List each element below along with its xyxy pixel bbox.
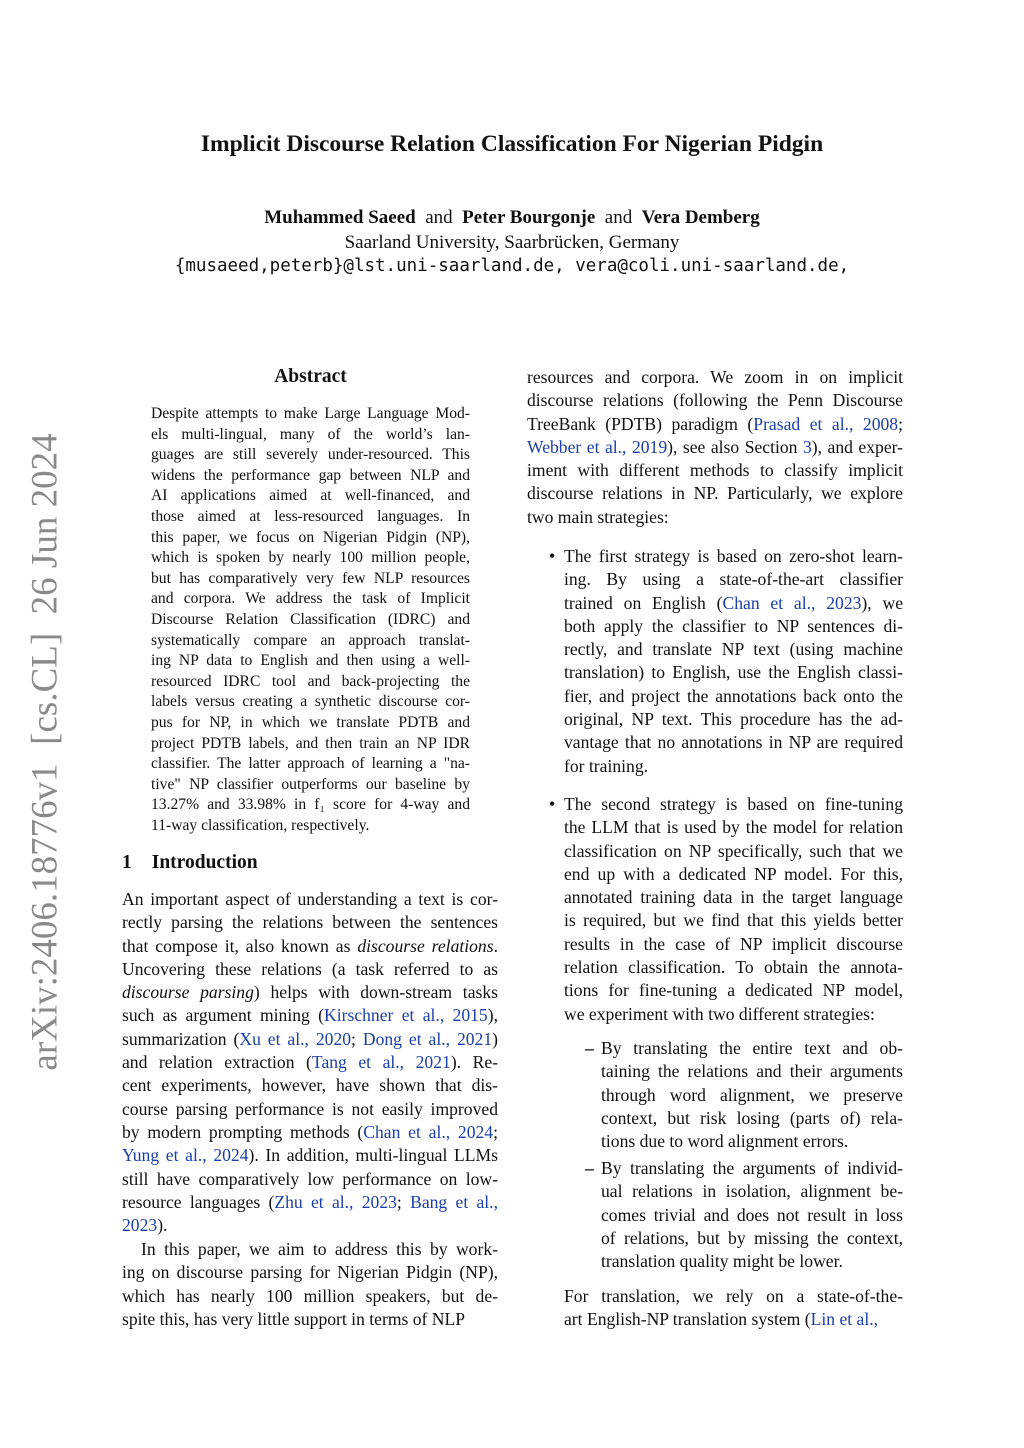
text-line <box>564 1285 903 1308</box>
bullet-marker: • <box>549 794 556 814</box>
text-segment: ; <box>493 1121 498 1142</box>
citation-link[interactable]: Chan et al., 2024 <box>363 1121 494 1142</box>
text-segment: rectly, and translate NP text (using machine <box>564 639 903 660</box>
text-segment: end up with a dedicated NP model. For this, <box>564 863 903 884</box>
right-paragraph-2 <box>564 1285 903 1332</box>
text-segment: ), and exper- <box>811 436 903 457</box>
text-line <box>564 863 903 886</box>
text-line <box>601 1037 903 1060</box>
citation-link[interactable]: Xu et al., 2020 <box>239 1028 352 1049</box>
citation-link[interactable]: Webber et al., 2019 <box>527 436 668 457</box>
text-segment: ing. By using a state-of-the-art classifier <box>564 569 903 590</box>
text-segment: trained on English ( <box>564 592 723 613</box>
text-segment: tions for fine-tuning a dedicated NP model, <box>564 980 903 1001</box>
text-segment: Despite attempts to make Large Language Mod- <box>151 405 470 422</box>
text-line <box>564 731 903 754</box>
text-line <box>564 1003 903 1026</box>
dash-marker: – <box>585 1038 594 1058</box>
text-line <box>564 615 903 638</box>
text-segment: original, NP text. This procedure has the ad- <box>564 709 903 730</box>
text-line <box>564 568 903 591</box>
text-line <box>564 979 903 1002</box>
text-segment: project PDTB labels, and then train an NP IDR <box>151 734 470 752</box>
text-line <box>527 413 903 436</box>
text-segment: ) <box>492 1028 499 1049</box>
text-line <box>122 1004 498 1027</box>
text-segment: spite this, has very little support in terms of NLP <box>122 1308 466 1329</box>
text-line <box>527 506 903 529</box>
text-line <box>564 592 903 615</box>
text-line <box>564 816 903 839</box>
text-line <box>151 775 470 796</box>
text-segment: classification on NP specifically, such that we <box>564 840 903 861</box>
text-segment: context, but risk losing (parts of) rela- <box>601 1107 903 1128</box>
text-segment: results in the case of NP implicit discourse <box>564 933 903 954</box>
author-name: Vera Demberg <box>641 207 760 228</box>
text-line <box>122 1308 498 1331</box>
text-segment: els multi-lingual, many of the world’s lan- <box>151 425 470 443</box>
author-list <box>0 207 1024 229</box>
text-segment: widens the performance gap between NLP and <box>151 466 470 484</box>
text-segment: The first strategy is based on zero-shot learn- <box>564 546 903 566</box>
text-segment: relation classification. To obtain the annota- <box>564 957 903 978</box>
text-segment: ; <box>898 413 903 434</box>
text-line <box>122 958 498 981</box>
text-line <box>122 1144 498 1167</box>
text-segment: taining the relations and their arguments <box>601 1061 903 1082</box>
text-segment: labels versus creating a synthetic discourse cor- <box>151 693 470 711</box>
text-segment: those aimed at less-resourced languages. In <box>151 507 470 525</box>
section-title: Introduction <box>151 852 258 873</box>
text-segment: tions due to word alignment errors. <box>601 1131 849 1152</box>
author-emails: {musaeed,peterb}@lst.uni-saarland.de, vera@coli.uni-saarland.de, <box>174 256 850 276</box>
text-segment: but has comparatively very few NLP resources <box>151 569 470 587</box>
text-line <box>151 754 470 775</box>
text-segment: In this paper, we aim to address this by work- <box>141 1239 498 1259</box>
text-line <box>527 482 903 505</box>
text-segment: Uncovering these relations (a task referred to as <box>122 958 498 979</box>
text-segment: The second strategy is based on fine-tuning <box>564 794 903 814</box>
text-line <box>122 1168 498 1191</box>
text-segment: ; <box>351 1028 363 1049</box>
text-segment: ing on discourse parsing for Nigerian Pidgin (NP), <box>122 1262 498 1283</box>
text-line <box>564 840 903 863</box>
text-line <box>601 1204 903 1227</box>
citation-link[interactable]: Tang et al., 2021 <box>311 1052 451 1073</box>
text-segment: of relations, but by missing the context, <box>601 1227 903 1248</box>
citation-link[interactable]: Lin et al., <box>810 1309 879 1330</box>
author-name: Muhammed Saeed <box>264 207 416 228</box>
text-segment: translation quality might be lower. <box>601 1251 843 1272</box>
citation-link[interactable]: Bang et al., <box>410 1191 498 1212</box>
text-segment: ; <box>396 1191 411 1212</box>
text-segment: cent experiments, however, have shown that dis- <box>122 1075 498 1096</box>
text-line <box>564 661 903 684</box>
author-separator: and <box>425 207 453 228</box>
bullet-item-zero-shot <box>564 545 903 778</box>
text-segment: for training. <box>564 755 649 776</box>
text-line <box>601 1157 903 1180</box>
text-segment: discourse relations (following the Penn Discourse <box>527 390 903 411</box>
text-segment: classifier. The latter approach of learning a "na- <box>151 755 470 773</box>
paper-title: Implicit Discourse Relation Classification For Nigerian Pidgin <box>200 131 824 157</box>
text-line <box>151 548 470 569</box>
text-line <box>151 486 470 507</box>
text-segment: pus for NP, in which we translate PDTB and <box>151 713 470 731</box>
text-segment: summarization ( <box>122 1028 240 1049</box>
text-line <box>601 1250 903 1273</box>
text-line <box>601 1130 903 1153</box>
text-segment: this paper, we focus on Nigerian Pidgin (NP), <box>151 528 470 546</box>
text-segment: such as argument mining ( <box>122 1005 325 1026</box>
text-line <box>151 404 470 425</box>
text-segment: iment with different methods to classify implicit <box>527 460 903 481</box>
text-line <box>151 445 470 466</box>
text-segment: which has nearly 100 million speakers, but de- <box>122 1285 498 1306</box>
text-line <box>151 610 470 631</box>
text-segment: ual relations in isolation, alignment be- <box>601 1181 903 1202</box>
text-line <box>151 734 470 755</box>
text-line <box>122 1121 498 1144</box>
text-segment: AI applications aimed at well-financed, and <box>151 487 470 505</box>
text-line <box>527 366 903 389</box>
text-segment: course parsing performance is not easily improved <box>122 1098 498 1119</box>
text-line <box>564 685 903 708</box>
text-segment: resources and corpora. We zoom in on implicit <box>527 367 903 387</box>
text-segment: ), <box>487 1005 498 1026</box>
text-line <box>564 793 903 816</box>
citation-link[interactable]: Chan et al., 2023 <box>722 592 862 613</box>
text-segment: resourced IDRC tool and back-projecting the <box>151 672 470 690</box>
text-line <box>151 589 470 610</box>
text-line <box>151 631 470 652</box>
text-segment: discourse relations in NP. Particularly, we explore <box>527 483 903 504</box>
text-line <box>122 1214 498 1237</box>
text-line <box>564 933 903 956</box>
text-line <box>151 672 470 693</box>
text-line <box>564 886 903 909</box>
text-line <box>564 708 903 731</box>
citation-link[interactable]: 2023 <box>122 1215 158 1236</box>
text-segment: is required, but we find that this yields better <box>564 910 903 931</box>
text-line <box>601 1227 903 1250</box>
text-segment: For translation, we rely on a state-of-the- <box>564 1286 903 1306</box>
sub-item-full-text <box>601 1037 903 1153</box>
text-line <box>151 692 470 713</box>
text-segment: guages are still severely under-resourced. This <box>151 446 470 464</box>
text-line <box>564 545 903 568</box>
section-number: 1 <box>122 852 132 873</box>
citation-link[interactable]: Prasad et al., 2008 <box>753 413 899 434</box>
text-line <box>601 1180 903 1203</box>
text-segment: two main strategies: <box>527 506 669 527</box>
text-line <box>564 1308 903 1331</box>
text-line <box>151 466 470 487</box>
text-line <box>564 638 903 661</box>
text-segment: ing NP data to English and then using a well- <box>151 652 470 670</box>
text-segment: annotated training data in the target language <box>564 887 903 908</box>
text-segment: fier, and project the annotations back onto the <box>564 685 903 706</box>
text-segment: still have comparatively low performance on low- <box>122 1168 498 1189</box>
text-line <box>122 1238 498 1261</box>
text-line <box>122 1261 498 1284</box>
text-line <box>527 459 903 482</box>
text-segment: TreeBank (PDTB) paradigm ( <box>527 413 754 434</box>
text-segment: tive" NP classifier outperforms our baseline by <box>151 775 470 793</box>
text-segment: 13.27% and 33.98% in f₁ score for 4-way and <box>151 796 470 814</box>
section-heading <box>122 852 258 874</box>
text-segment: which is spoken by nearly 100 million people, <box>151 549 470 567</box>
text-segment: both apply the classifier to NP sentences di- <box>564 615 903 636</box>
text-segment: ) helps with down-stream tasks <box>253 982 498 1003</box>
text-segment: ), we <box>861 592 903 613</box>
text-segment: vantage that no annotations in NP are required <box>564 732 903 753</box>
citation-link[interactable]: Zhu et al., 2023 <box>274 1191 397 1212</box>
text-line <box>122 1285 498 1308</box>
text-segment: comes trivial and does not result in loss <box>601 1204 903 1225</box>
text-segment: ). <box>157 1215 168 1236</box>
citation-link[interactable]: 3 <box>802 436 812 457</box>
text-segment: ). In addition, multi-lingual LLMs <box>248 1145 498 1166</box>
abstract-body <box>151 404 470 836</box>
intro-paragraph-1 <box>122 888 498 1237</box>
text-line <box>151 425 470 446</box>
citation-link[interactable]: Yung et al., 2024 <box>122 1145 249 1166</box>
right-paragraph-1 <box>527 366 903 529</box>
text-segment: Discourse Relation Classification (IDRC) and <box>151 610 470 628</box>
bullet-marker: • <box>549 546 556 566</box>
author-separator: and <box>604 207 633 228</box>
arxiv-stamp: arXiv:2406.18776v1 [cs.CL] 26 Jun 2024 <box>24 433 66 1071</box>
text-segment: ), see also Section <box>667 436 803 457</box>
text-line <box>122 1028 498 1051</box>
text-segment: . <box>493 935 498 956</box>
affiliation: Saarland University, Saarbrücken, Germany <box>344 232 680 253</box>
bullet-item-fine-tuning <box>564 793 903 1026</box>
text-line <box>151 569 470 590</box>
text-segment: rectly parsing the relations between the sentences <box>122 912 498 933</box>
text-segment: By translating the entire text and ob- <box>601 1038 903 1058</box>
abstract-heading: Abstract <box>274 366 347 387</box>
text-line <box>122 1074 498 1097</box>
text-line <box>122 888 498 911</box>
text-line <box>151 507 470 528</box>
text-segment: An important aspect of understanding a text is cor- <box>122 889 498 909</box>
text-line <box>122 1051 498 1074</box>
intro-paragraph-2 <box>122 1238 498 1331</box>
text-segment: ). Re- <box>450 1052 498 1073</box>
text-segment: and corpora. We address the task of Implicit <box>151 590 470 608</box>
text-line <box>122 981 498 1004</box>
author-name: Peter Bourgonje <box>462 207 596 228</box>
text-segment: we experiment with two different strategies: <box>564 1003 875 1024</box>
text-line <box>601 1060 903 1083</box>
text-segment: and relation extraction ( <box>122 1052 312 1073</box>
citation-link[interactable]: Dong et al., 2021 <box>362 1028 493 1049</box>
text-segment: the LLM that is used by the model for relation <box>564 817 903 838</box>
dash-marker: – <box>585 1158 594 1178</box>
text-segment: By translating the arguments of individ- <box>601 1158 903 1178</box>
text-segment: by modern prompting methods ( <box>122 1121 364 1142</box>
citation-link[interactable]: Kirschner et al., 2015 <box>324 1005 488 1026</box>
text-segment: 11-way classification, respectively. <box>151 816 370 834</box>
text-line <box>151 816 470 837</box>
text-segment: systematically compare an approach translat- <box>151 631 470 649</box>
text-line <box>601 1107 903 1130</box>
text-line <box>151 795 470 816</box>
text-line <box>564 956 903 979</box>
text-segment: art English-NP translation system ( <box>564 1309 811 1330</box>
sub-item-arguments <box>601 1157 903 1273</box>
text-line <box>151 528 470 549</box>
text-line <box>527 389 903 412</box>
text-line <box>122 1098 498 1121</box>
text-segment: through word alignment, we preserve <box>601 1084 903 1105</box>
emphasized-term: discourse parsing <box>122 982 254 1003</box>
text-line <box>122 935 498 958</box>
emphasized-term: discourse relations <box>357 935 494 956</box>
text-line <box>122 911 498 934</box>
text-line <box>527 436 903 459</box>
text-segment: translation) to English, use the English classi- <box>564 662 903 683</box>
text-segment: resource languages ( <box>122 1191 275 1212</box>
text-segment: that compose it, also known as <box>122 935 358 956</box>
text-line <box>564 755 903 778</box>
text-line <box>564 909 903 932</box>
text-line <box>151 713 470 734</box>
text-line <box>122 1191 498 1214</box>
text-line <box>601 1084 903 1107</box>
text-line <box>151 651 470 672</box>
